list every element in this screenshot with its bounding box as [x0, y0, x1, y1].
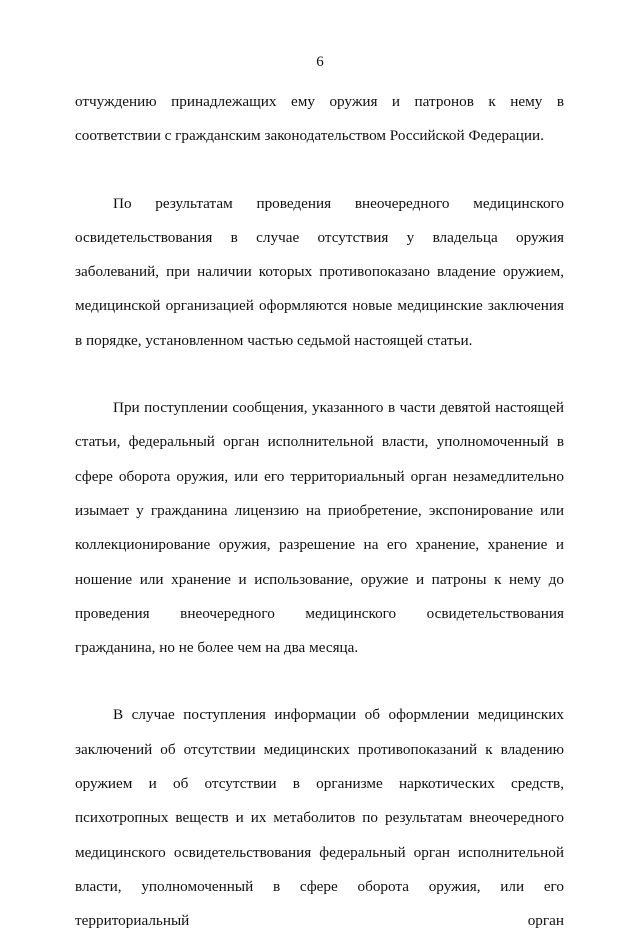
- paragraph-information-receipt: В случае поступления информации об оформлении медицинских заключений об отсутствии медицинских противопоказаний к владению оружием и об отсутствии в организме наркотических средств, психотропных веществ и их метаболитов по результатам внеочередного медицинского освидетельствования федеральный орган исполнительной власти, уполномоченный в сфере оборота оружия, или его территориальный орган: [75, 706, 564, 930]
- paragraph-continuation: отчуждению принадлежащих ему оружия и патронов к нему в соответствии с гражданским законодательством Российской Федерации.: [75, 93, 564, 145]
- paragraph-medical-results: По результатам проведения внеочередного медицинского освидетельствования в случае отсутствия у владельца оружия заболеваний, при наличии которых противопоказано владение оружием, медицинской организацией оформляются новые медицинские заключения в порядке, установленном частью седьмой настоящей статьи.: [75, 194, 564, 349]
- page-number: 6: [316, 54, 324, 70]
- document-body: [75, 85, 564, 939]
- paragraph-license-seizure: При поступлении сообщения, указанного в части девятой настоящей статьи, федеральный орган исполнительной власти, уполномоченный в сфере оборота оружия, или его территориальный орган незамедлительно изымает у гражданина лицензию на приобретение, экспонирование или коллекционирование оружия, разрешение на его хранение, хранение и ношение или хранение и использование, оружие и патроны к нему до проведения внеочередного медицинского освидетельствования гражданина, но не более чем на два месяца.: [75, 399, 564, 657]
